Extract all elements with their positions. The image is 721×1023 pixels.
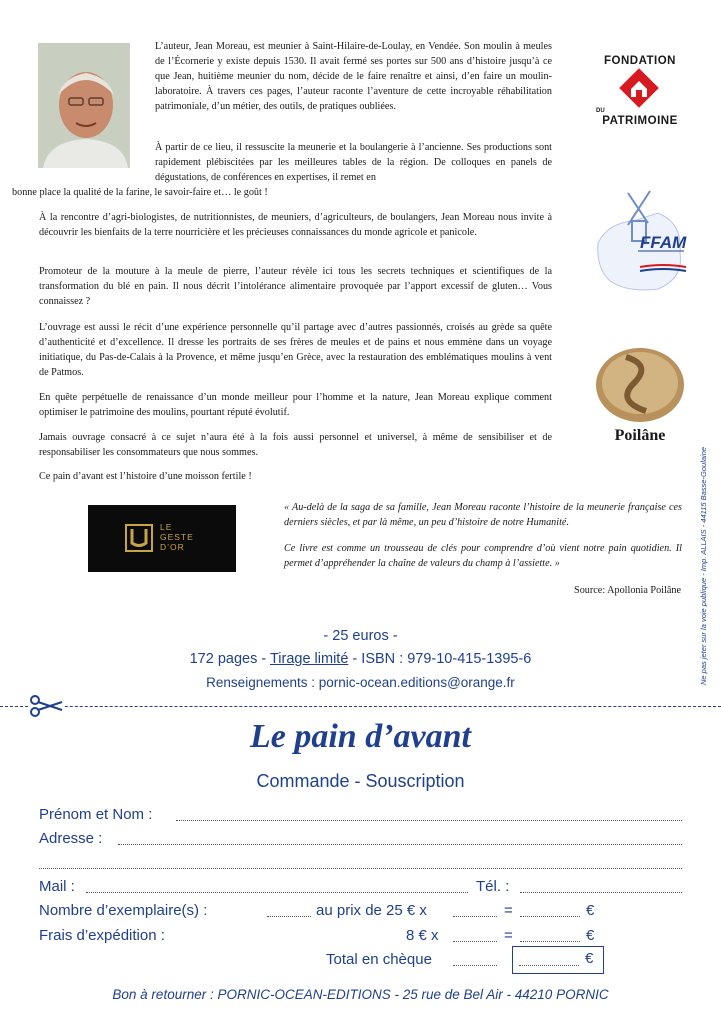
total-extra-field[interactable] [453, 965, 497, 966]
shipping-equals: = [504, 927, 513, 944]
geste-dor-logo [88, 505, 236, 572]
address-field-line-1[interactable] [118, 844, 682, 845]
fondation-logo-du: DU [596, 108, 605, 114]
book-pages: 172 pages - [189, 651, 270, 667]
quote-source: Source: Apollonia Poilâne [574, 585, 681, 596]
quantity-label: Nombre d’exemplaire(s) : [39, 902, 208, 919]
address-label: Adresse : [39, 830, 103, 847]
quantity-euro-symbol: € [586, 902, 595, 919]
scissors-icon [28, 694, 64, 718]
intro-paragraph-2: À partir de ce lieu, il ressuscite la meunerie et la boulangerie à l’ancienne. Ses productions sont rapidement plébiscitées par les meilleures tables de la région. De colloques en panels de dégustations, de conférences en expertises, il remet en [155, 142, 552, 183]
fondation-house-icon [619, 68, 659, 108]
book-price: - 25 euros - [323, 628, 398, 644]
intro-paragraph-5: L’ouvrage est aussi le récit d’une expérience personnelle qu’il partage avec d’autres passionnés, croisés au grède sa quête d’authenticité et d’excellence. Il dresse les portraits de ses frères de meules et de pains et nous emmène dans un voyage initiatique, du Pas-de-Calais à la Provence, et même jusqu’en Grèce, avec la restauration des emblématiques moulins à vent de Patmos. [39, 322, 552, 378]
poilane-logo-text: Poilâne [614, 427, 666, 444]
author-photo [38, 43, 130, 168]
shipping-euro-symbol: € [586, 927, 595, 944]
total-box[interactable] [512, 946, 604, 974]
quantity-subtotal-field[interactable] [520, 916, 580, 917]
quote-paragraph-2: Ce livre est comme un trousseau de clés pour comprendre d’où vient notre pain quotidien. Il permet d’appréhender la chaîne de valeurs du champ à l’assiette. » [284, 543, 682, 569]
geste-dor-text-line1: LE [160, 522, 173, 532]
fondation-logo-text-top: FONDATION [603, 55, 676, 67]
intro-paragraph-1: L’auteur, Jean Moreau, est meunier à Saint-Hilaire-de-Loulay, en Vendée. Son moulin à meules de l’Écornerie y existe depuis 1530. Il avait fermé ses portes sur 500 ans d’histoire jusqu’à ce que Jean, huitième meunier du nom, décide de le faire renaître et ainsi, d’en faire un moulin-laboratoire. À travers ces pages, l’auteur raconte l’aventure de cette incroyable réhabilitation patrimoniale, d’un métier, des outils, de pratiques oubliées. [155, 41, 552, 112]
poilane-logo [594, 345, 686, 447]
mail-field[interactable] [86, 892, 468, 893]
book-isbn: - ISBN : 979-10-415-1395-6 [348, 651, 532, 667]
quantity-field[interactable] [267, 916, 311, 917]
mail-label: Mail : [39, 878, 75, 895]
intro-paragraph-8: Ce pain d’avant est l’histoire d’une moisson fertile ! [39, 471, 252, 482]
side-printer-note: Ne pas jeter sur la voie publique - Imp. ALLAIS - 44115 Basse-Goulaine [699, 446, 708, 685]
geste-dor-text [160, 522, 194, 552]
ffam-logo [588, 183, 692, 295]
author-portrait-illustration [38, 43, 130, 168]
cut-line [0, 706, 721, 707]
order-title: Le pain d’avant [250, 718, 471, 755]
fondation-logo-text-bottom: PATRIMOINE [602, 115, 678, 127]
shipping-price-label: 8 € x [406, 927, 439, 944]
shipping-multiplier-field[interactable] [453, 941, 497, 942]
name-label: Prénom et Nom : [39, 806, 153, 823]
intro-paragraph-6: En quête perpétuelle de renaissance d’un monde meilleur pour l’homme et la nature, Jean Moreau explique comment optimiser le patrimoine des moulins, pourtant réputé évolutif. [39, 392, 552, 418]
tel-label: Tél. : [476, 878, 510, 895]
name-field[interactable] [176, 820, 682, 821]
intro-paragraph-7: Jamais ouvrage consacré à ce sujet n’aura été à la fois aussi personnel et universel, à même de sensibiliser et de responsabiliser les consommateurs que nous sommes. [39, 432, 552, 458]
poilane-bread-icon [594, 345, 686, 425]
quantity-equals: = [504, 902, 513, 919]
shipping-label: Frais d’expédition : [39, 927, 165, 944]
intro-paragraph-2-end: bonne place la qualité de la farine, le savoir-faire et… le goût ! [12, 187, 268, 198]
total-amount-field[interactable] [519, 965, 579, 966]
geste-dor-text-line3: D’OR [160, 542, 185, 552]
tel-field[interactable] [520, 892, 682, 893]
address-field-line-2[interactable] [39, 868, 682, 869]
fondation-patrimoine-logo [592, 52, 688, 134]
contact-email: Renseignements : pornic-ocean.editions@orange.fr [206, 675, 515, 690]
unit-multiplier-field[interactable] [453, 916, 497, 917]
geste-dor-text-line2: GESTE [160, 532, 194, 542]
total-euro-symbol: € [585, 950, 594, 967]
intro-paragraph-3: À la rencontre d’agri-biologistes, de nutritionnistes, de meuniers, d’agriculteurs, de boulangers, Jean Moreau nous invite à découvrir les bienfaits de la terre nourricière et les précieuses connaissances du monde agricole et panicole. [39, 212, 552, 238]
book-limited-edition: Tirage limité [269, 651, 349, 667]
order-subtitle: Commande - Souscription [256, 771, 465, 791]
total-label: Total en chèque [326, 951, 432, 968]
book-details [0, 651, 721, 667]
intro-paragraph-4: Promoteur de la mouture à la meule de pierre, l’auteur révèle ici tous les secrets techniques et scientifiques de la transformation du blé en pain. Il nous décrit l’intolérance alimentaire provoquée par l’apport excessif de gluten… Vous connaissez ? [39, 266, 552, 307]
return-address: Bon à retourner : PORNIC-OCEAN-EDITIONS - 25 rue de Bel Air - 44210 PORNIC [112, 987, 609, 1002]
quote-paragraph-1: « Au-delà de la saga de sa famille, Jean Moreau raconte l’histoire de la meunerie française ces derniers siècles, et par là même, un peu d’histoire de notre Humanité. [284, 502, 682, 528]
shipping-subtotal-field[interactable] [520, 941, 580, 942]
ffam-logo-text: FFAM [640, 233, 687, 252]
unit-price-label: au prix de 25 € x [316, 902, 427, 919]
geste-dor-emblem-icon [124, 523, 154, 553]
